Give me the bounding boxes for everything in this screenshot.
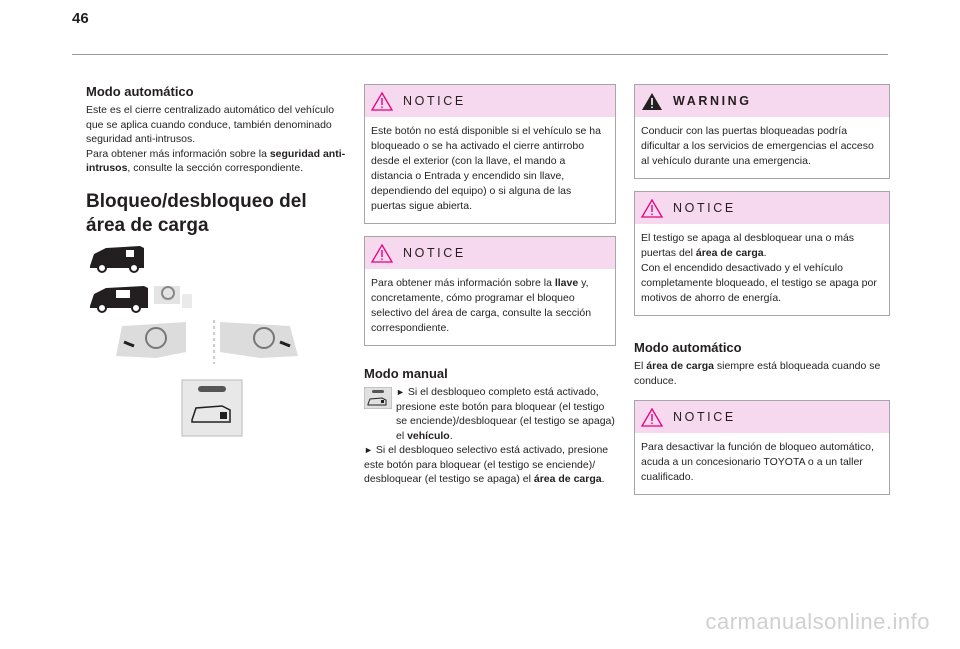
warning-text: Conducir con las puertas bloqueadas podría dificultar a los servicios de emergencias el acceso al vehículo durante una emergencia. (641, 125, 874, 167)
van-open-icon (90, 286, 192, 312)
manual-mode-item-2: ► Si el desbloqueo selectivo está activado, presione este botón para bloquear (el testigo se enciende)/ desbloquear (el testigo se apaga) el área de carga. (364, 444, 609, 485)
notice-triangle-icon (371, 244, 393, 263)
lock-button-icon (182, 380, 242, 436)
cargo-lock-illustration (86, 234, 326, 444)
notice-triangle-icon (371, 92, 393, 111)
dashboard-left-icon (116, 322, 186, 358)
notice-box-4 (634, 400, 890, 495)
auto-mode-description: Este es el cierre centralizado automático del vehículo que se aplica cuando conduce, también denominado seguridad anti-intrusos. (86, 104, 335, 145)
warning-title: WARNING (673, 94, 752, 108)
notice-title: NOTICE (403, 246, 466, 260)
notice-text: El testigo se apaga al desbloquear una o más puertas del área de carga. Con el encendido desactivado y el vehículo completamente bloqueado, el testigo se apaga por motivos de ahorro de energía. (641, 232, 877, 304)
van-icon (90, 246, 144, 272)
dashboard-right-icon (220, 322, 298, 358)
top-rule (72, 54, 888, 55)
notice-triangle-icon (641, 408, 663, 427)
notice-text: Este botón no está disponible si el vehículo se ha bloqueado o se ha activado el cierre antirrobo desde el exterior (con la llave, el mando a distancia o Entrada y encendido sin llave, dependiendo del equipo) o si alguna de las puertas sigue abierta. (371, 125, 601, 212)
notice-title: NOTICE (403, 94, 466, 108)
section-heading-auto-mode: Modo automático (86, 84, 194, 99)
watermark: carmanualsonline.info (705, 609, 930, 634)
column-1 (86, 84, 348, 252)
warning-triangle-icon (641, 92, 663, 111)
notice-text: Para obtener más información sobre la llave y, concretamente, cómo programar el bloqueo selectivo del área de carga, consulte la sección correspondiente. (371, 277, 592, 334)
page-number: 46 (72, 10, 89, 27)
lock-button-icon (364, 387, 392, 409)
column-3 (634, 84, 890, 507)
anti-intrusion-reference: Para obtener más información sobre la seguridad anti-intrusos, consulte la sección correspondiente. (86, 147, 346, 174)
auto-mode-cargo-text: El área de carga siempre está bloqueada cuando se conduce. (634, 360, 881, 387)
manual-mode-item-1: ► Si el desbloqueo completo está activado, presione este botón para bloquear (el testigo se enciende)/desbloquear (el testigo se apaga) el vehículo. (364, 385, 616, 443)
notice-triangle-icon (641, 199, 663, 218)
notice-text: Para desactivar la función de bloqueo automático, acuda a un concesionario TOYOTA o a un taller cualificado. (641, 441, 874, 483)
notice-box-3 (634, 191, 890, 316)
notice-title: NOTICE (673, 410, 736, 424)
notice-box-1 (364, 84, 616, 224)
notice-title: NOTICE (673, 201, 736, 215)
section-heading-auto-mode-2: Modo automático (634, 340, 742, 355)
section-heading-manual-mode: Modo manual (364, 366, 448, 381)
section-title: Bloqueo/desbloqueo del área de carga (86, 190, 307, 236)
column-2 (364, 84, 616, 487)
warning-box (634, 84, 890, 179)
notice-box-2 (364, 236, 616, 346)
